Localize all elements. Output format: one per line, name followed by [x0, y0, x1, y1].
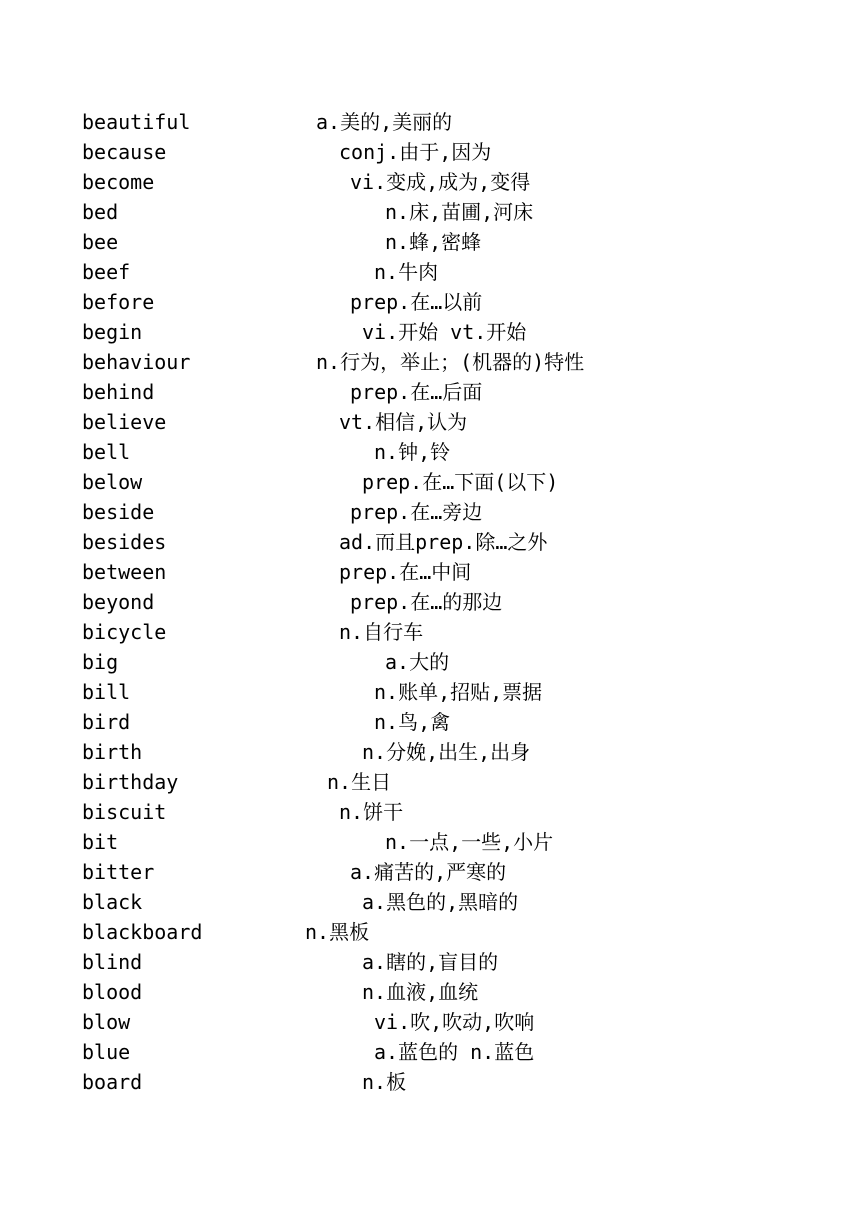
vocab-entry: [0, 557, 860, 587]
vocab-definition: n.板: [362, 1070, 407, 1094]
vocab-entry: [0, 137, 860, 167]
vocab-word: blind: [82, 950, 143, 974]
vocab-word: board: [82, 1070, 143, 1094]
vocab-word: become: [82, 170, 155, 194]
vocab-entry: [0, 947, 860, 977]
vocab-word: blackboard: [82, 920, 203, 944]
vocab-entry: [0, 737, 860, 767]
vocab-word: big: [82, 650, 119, 674]
vocab-word: black: [82, 890, 143, 914]
vocabulary-list: [0, 107, 860, 1097]
vocab-word: below: [82, 470, 143, 494]
vocab-definition: vi.开始 vt.开始: [362, 320, 527, 344]
vocab-word: because: [82, 140, 167, 164]
vocab-definition: prep.在…下面(以下): [362, 470, 559, 494]
vocab-entry: [0, 347, 860, 377]
vocab-entry: [0, 257, 860, 287]
vocab-word: begin: [82, 320, 143, 344]
vocab-word: beyond: [82, 590, 155, 614]
vocab-entry: [0, 707, 860, 737]
vocab-entry: [0, 857, 860, 887]
vocab-entry: [0, 917, 860, 947]
vocab-definition: n.鸟,禽: [374, 710, 451, 734]
vocab-word: between: [82, 560, 167, 584]
vocab-word: birthday: [82, 770, 179, 794]
vocab-definition: n.蜂,密蜂: [385, 230, 482, 254]
vocab-definition: n.账单,招贴,票据: [374, 680, 543, 704]
vocab-entry: [0, 227, 860, 257]
vocab-entry: [0, 887, 860, 917]
vocab-entry: [0, 1037, 860, 1067]
vocab-word: bee: [82, 230, 119, 254]
vocab-entry: [0, 767, 860, 797]
vocab-word: beef: [82, 260, 131, 284]
vocab-entry: [0, 797, 860, 827]
vocab-definition: prep.在…中间: [339, 560, 472, 584]
vocab-entry: [0, 647, 860, 677]
vocab-entry: [0, 407, 860, 437]
vocab-definition: a.痛苦的,严寒的: [350, 860, 507, 884]
vocab-definition: n.床,苗圃,河床: [385, 200, 534, 224]
vocab-entry: [0, 197, 860, 227]
vocab-definition: n.血液,血统: [362, 980, 479, 1004]
vocab-definition: n.黑板: [305, 920, 370, 944]
vocab-definition: a.黑色的,黑暗的: [362, 890, 519, 914]
vocab-definition: vi.变成,成为,变得: [350, 170, 531, 194]
vocab-word: bird: [82, 710, 131, 734]
vocab-word: beside: [82, 500, 155, 524]
vocab-word: before: [82, 290, 155, 314]
vocab-word: believe: [82, 410, 167, 434]
vocab-definition: prep.在…旁边: [350, 500, 483, 524]
vocab-entry: [0, 1007, 860, 1037]
vocab-entry: [0, 677, 860, 707]
vocab-entry: [0, 377, 860, 407]
vocab-definition: n.牛肉: [374, 260, 439, 284]
vocab-entry: [0, 1067, 860, 1097]
vocab-entry: [0, 977, 860, 1007]
vocab-definition: prep.在…的那边: [350, 590, 503, 614]
vocab-entry: [0, 587, 860, 617]
vocab-definition: n.钟,铃: [374, 440, 451, 464]
vocab-word: blood: [82, 980, 143, 1004]
vocab-entry: [0, 497, 860, 527]
vocab-entry: [0, 527, 860, 557]
vocab-definition: vi.吹,吹动,吹响: [374, 1010, 535, 1034]
vocab-entry: [0, 317, 860, 347]
vocab-word: bit: [82, 830, 119, 854]
vocab-definition: vt.相信,认为: [339, 410, 468, 434]
vocab-word: bed: [82, 200, 119, 224]
vocab-definition: prep.在…以前: [350, 290, 483, 314]
vocab-word: biscuit: [82, 800, 167, 824]
vocab-definition: n.生日: [327, 770, 392, 794]
vocab-definition: prep.在…后面: [350, 380, 483, 404]
vocab-definition: n.分娩,出生,出身: [362, 740, 531, 764]
vocab-definition: a.大的: [385, 650, 450, 674]
vocab-word: besides: [82, 530, 167, 554]
vocab-word: bill: [82, 680, 131, 704]
vocab-entry: [0, 287, 860, 317]
vocab-word: bitter: [82, 860, 155, 884]
vocab-word: bicycle: [82, 620, 167, 644]
vocab-entry: [0, 617, 860, 647]
vocab-entry: [0, 167, 860, 197]
vocab-entry: [0, 467, 860, 497]
vocab-definition: a.美的,美丽的: [316, 110, 453, 134]
vocab-entry: [0, 827, 860, 857]
vocab-word: behind: [82, 380, 155, 404]
vocab-word: beautiful: [82, 110, 191, 134]
vocab-definition: a.蓝色的 n.蓝色: [374, 1040, 535, 1064]
vocab-definition: n.一点,一些,小片: [385, 830, 554, 854]
vocab-definition: n.饼干: [339, 800, 404, 824]
vocab-entry: [0, 107, 860, 137]
vocab-entry: [0, 437, 860, 467]
vocab-definition: n.自行车: [339, 620, 424, 644]
vocab-word: bell: [82, 440, 131, 464]
vocab-word: birth: [82, 740, 143, 764]
vocab-definition: n.行为，举止；(机器的)特性: [316, 350, 585, 374]
vocab-definition: a.瞎的,盲目的: [362, 950, 499, 974]
vocab-definition: ad.而且prep.除…之外: [339, 530, 548, 554]
vocab-word: behaviour: [82, 350, 191, 374]
vocab-word: blow: [82, 1010, 131, 1034]
vocab-word: blue: [82, 1040, 131, 1064]
vocab-definition: conj.由于,因为: [339, 140, 492, 164]
